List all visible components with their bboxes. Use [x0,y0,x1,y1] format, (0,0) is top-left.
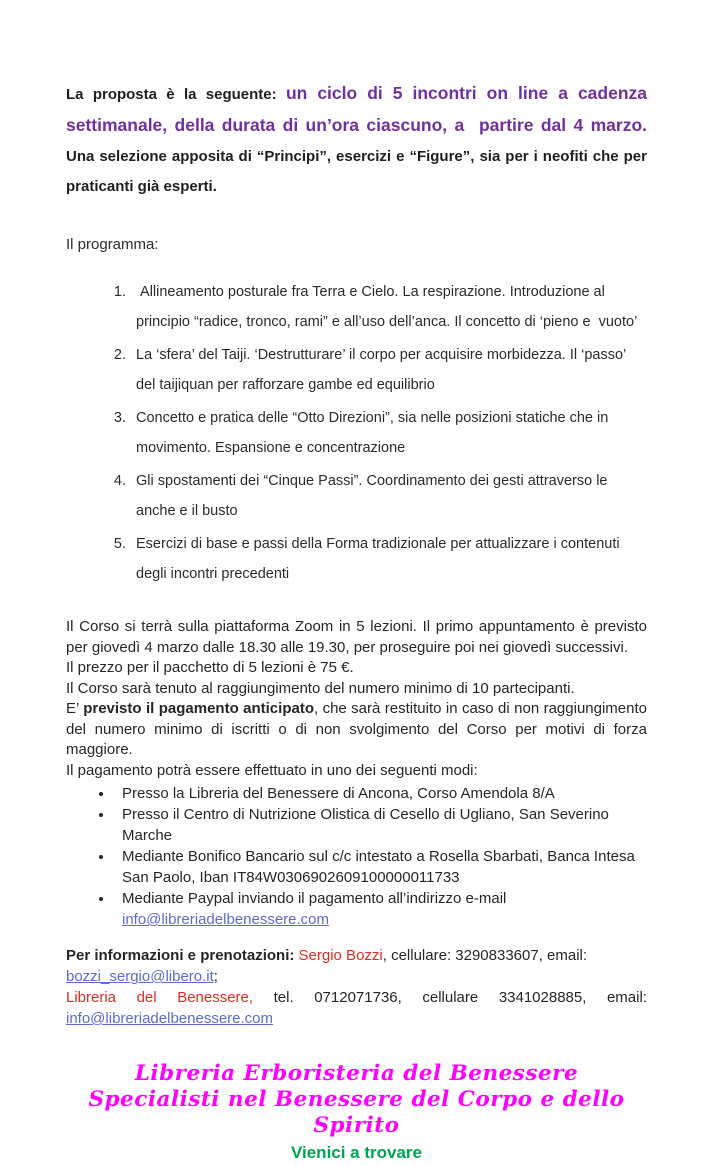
contact-line1 [66,947,587,985]
intro-lead-text: La proposta è la seguente: [66,86,286,103]
org-word-2: del [136,989,157,1006]
payment-notice-pre: E’ [66,700,84,717]
footer-visit-invite: Vienici a trovare [290,1143,423,1162]
program-list [66,277,647,589]
contact-tel-number: 0712071736, [314,989,402,1006]
payment-method-center: • Presso il Centro di Nutrizione Olistica di Cesello di Ugliano, San Severino Marche [114,804,647,846]
footer-tagline: Specialisti nel Benessere del Corpo e dello Spirito [88,1087,625,1138]
footer [66,1061,647,1165]
payment-method-paypal [114,888,647,930]
contact-tel-label: tel. [273,989,294,1006]
intro-highlight-text: un ciclo di 5 incontri on line a cadenza settimanale, della durata di un’ora ciascuno, a partire dal 4 marzo. [66,83,652,135]
contact-email2-link[interactable]: info@libreriadelbenessere.com [66,1010,273,1027]
contact-cell-number: 3341028885, [498,989,587,1006]
paypal-email-link[interactable]: info@libreriadelbenessere.com [122,911,329,928]
payment-method-store: • Presso la Libreria del Benessere di Ancona, Corso Amendola 8/A [114,783,647,804]
contact-line3 [66,1010,273,1027]
contact-cell-label: cellulare [422,989,479,1006]
contact-email1-link[interactable]: bozzi_sergio@libero.it [66,968,214,985]
contact-line2 [66,987,647,1008]
contact-semicolon: ; [213,968,218,985]
details-price: Il prezzo per il pacchetto di 5 lezioni è 75 €. [66,659,354,676]
program-heading: Il programma: [66,236,159,253]
program-item-4: 4. Gli spostamenti dei “Cinque Passi”. Coordinamento dei gesti attraverso le anche e il busto [130,466,647,526]
details-minimum: Il Corso sarà tenuto al raggiungimento del numero minimo di 10 partecipanti. [66,679,575,697]
details-payment-notice [66,699,647,761]
program-item-1: 1. Allineamento posturale fra Terra e Cielo. La respirazione. Introduzione al principio “radice, tronco, rami” e all’uso dell’anca. Il concetto di ‘pieno e vuoto’ [130,277,647,337]
footer-store-name: Libreria Erboristeria del Benessere [134,1061,579,1086]
intro-trailing-text: Una selezione apposita di “Principi”, esercizi e “Figure”, sia per i neofiti che per praticanti già esperti. [66,148,652,195]
course-details [66,617,647,781]
contact-email-label: email: [606,989,647,1006]
paypal-text: Mediante Paypal inviando il pagamento all’indirizzo e-mail [122,890,507,907]
program-item-5: 5. Esercizi di base e passi della Forma tradizionale per attualizzare i contenuti degli incontri precedenti [130,529,647,589]
org-word-3: Benessere, [177,989,254,1006]
payment-methods-intro: Il pagamento potrà essere effettuato in uno dei seguenti modi: [66,761,478,779]
payment-methods-list [66,783,647,930]
payment-notice-bold: previsto il pagamento anticipato [83,700,314,717]
program-item-2: 2. La ‘sfera’ del Taiji. ‘Destrutturare’ il corpo per acquisire morbidezza. Il ‘passo’ del taijiquan per rafforzare gambe ed equilibrio [130,340,647,400]
contact-label: Per informazioni e prenotazioni: [66,947,299,964]
program-item-3: 3. Concetto e pratica delle “Otto Direzioni”, sia nelle posizioni statiche che in movimento. Espansione e concentrazione [130,403,647,463]
contact-phone-text: , cellulare: 3290833607, email: [382,947,588,964]
org-word-1: Libreria [66,989,117,1006]
payment-method-bank: • Mediante Bonifico Bancario sul c/c intestato a Rosella Sbarbati, Banca Intesa San Paolo, Iban IT84W0306902609100000011733 [114,846,647,888]
contact-block [66,945,647,1029]
details-schedule: Il Corso si terrà sulla piattaforma Zoom in 5 lezioni. Il primo appuntamento è previsto per giovedì 4 marzo dalle 18.30 alle 19.30, per proseguire poi nei giovedì successivi. [66,618,647,656]
contact-person-name: Sergio Bozzi [298,947,383,964]
intro-paragraph [66,78,652,202]
payment-notice-post: , che sarà restituito in caso di non raggiungimento del numero minimo di iscritti o di non svolgimento del Corso per motivi di forza maggiore. [66,700,647,758]
